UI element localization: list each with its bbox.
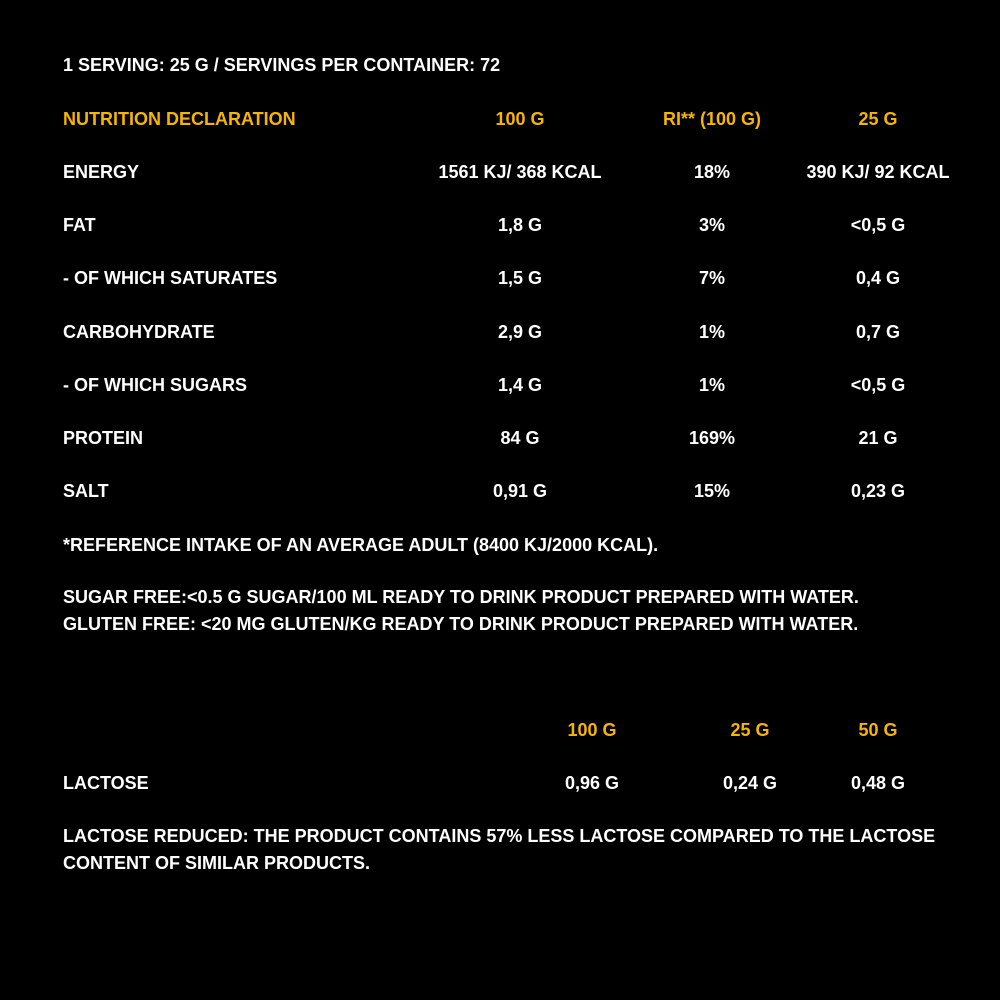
header-col-ri: RI** (100 G)	[662, 109, 762, 129]
row-ri: 18%	[693, 162, 731, 182]
header-col-100g: 100 G	[495, 109, 545, 129]
lactose-50g: 0,48 G	[850, 773, 906, 793]
lactose-25g: 0,24 G	[722, 773, 778, 793]
row-per-25g: 21 G	[858, 428, 898, 448]
row-per-100g: 84 G	[500, 428, 540, 448]
row-per-25g: 390 KJ/ 92 KCAL	[806, 162, 950, 182]
nutrition-row	[0, 479, 1000, 503]
row-ri: 1%	[698, 374, 725, 395]
lactose-100g: 0,96 G	[564, 773, 620, 793]
row-ri: 169%	[688, 428, 736, 448]
header-label: NUTRITION DECLARATION	[63, 109, 296, 129]
nutrition-row	[0, 213, 1000, 237]
header-col-25g: 25 G	[858, 109, 898, 129]
row-ri: 7%	[698, 268, 725, 289]
sugar-free-note: SUGAR FREE:<0.5 G SUGAR/100 ML READY TO DRINK PRODUCT PREPARED WITH WATER.	[63, 587, 859, 607]
row-ri: 15%	[693, 481, 731, 502]
nutrition-row	[0, 373, 1000, 397]
nutrition-row	[0, 426, 1000, 450]
row-ri: 3%	[698, 215, 725, 236]
gluten-free-note: GLUTEN FREE: <20 MG GLUTEN/KG READY TO DRINK PRODUCT PREPARED WITH WATER.	[63, 614, 859, 634]
row-per-25g: 0,4 G	[855, 268, 901, 289]
lactose-header-row	[0, 718, 1000, 742]
row-per-100g: 1561 KJ/ 368 KCAL	[438, 162, 602, 182]
row-per-25g: 0,7 G	[855, 321, 901, 342]
lactose-col-100g: 100 G	[567, 720, 617, 740]
row-ri: 1%	[698, 321, 725, 342]
serving-info	[0, 53, 1000, 77]
row-label: PROTEIN	[63, 428, 144, 448]
row-per-100g: 1,5 G	[497, 268, 543, 289]
row-per-100g: 1,4 G	[497, 374, 543, 395]
row-label: - OF WHICH SATURATES	[63, 268, 278, 289]
row-label: FAT	[63, 215, 96, 236]
row-label: - OF WHICH SUGARS	[63, 374, 247, 395]
row-per-100g: 2,9 G	[497, 321, 543, 342]
nutrition-row	[0, 320, 1000, 344]
lactose-note: LACTOSE REDUCED: THE PRODUCT CONTAINS 57% LESS LACTOSE COMPARED TO THE LACTOSE CONTENT OF SIMILAR PRODUCTS.	[63, 826, 936, 873]
nutrition-row	[0, 160, 1000, 184]
row-per-25g: 0,23 G	[850, 481, 906, 502]
row-label: SALT	[63, 481, 109, 502]
row-per-100g: 1,8 G	[497, 215, 543, 236]
lactose-col-25g: 25 G	[730, 720, 770, 740]
nutrition-row	[0, 266, 1000, 290]
row-per-25g: <0,5 G	[850, 215, 906, 236]
row-per-100g: 0,91 G	[492, 481, 548, 502]
row-label: ENERGY	[63, 162, 140, 182]
row-per-25g: <0,5 G	[850, 374, 906, 395]
lactose-label: LACTOSE	[63, 773, 149, 793]
lactose-row	[0, 771, 1000, 795]
row-label: CARBOHYDRATE	[63, 321, 215, 342]
serving-line: 1 SERVING: 25 G / SERVINGS PER CONTAINER: 72	[63, 55, 501, 75]
nutrition-header-row	[0, 107, 1000, 131]
reference-note: *REFERENCE INTAKE OF AN AVERAGE ADULT (8400 KJ/2000 KCAL).	[63, 535, 659, 555]
lactose-col-50g: 50 G	[858, 720, 898, 740]
